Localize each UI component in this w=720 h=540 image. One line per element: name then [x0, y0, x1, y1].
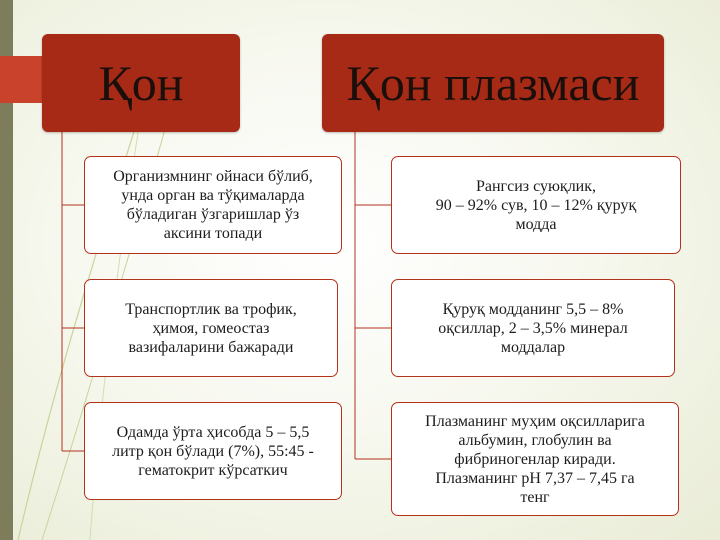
box-text-line: аксини топади	[163, 225, 263, 242]
header-blood	[42, 34, 240, 132]
box-text-line: 90 – 92% сув, 10 – 12% қуруқ	[435, 196, 637, 214]
box-text-line: ҳимоя, гомеостаз	[152, 319, 270, 337]
box-text-line: вазифаларини бажаради	[128, 338, 294, 356]
box-text-line: Организмнинг ойнаси бўлиб,	[113, 168, 313, 185]
box-text-line: Плазманинг рН 7,37 – 7,45 га	[435, 469, 635, 487]
box-text-line: альбумин, глобулин ва	[458, 431, 612, 449]
header-blood-title: Қон	[98, 55, 184, 111]
header-blood-plasma	[322, 34, 664, 132]
box-text-line: Рангсиз суюқлик,	[475, 177, 597, 195]
plasma-box-composition	[391, 156, 681, 254]
box-text-line: оқсиллар, 2 – 3,5% минерал	[438, 319, 628, 337]
box-text-line: фибриногенлар киради.	[454, 450, 616, 468]
blood-box-volume	[84, 402, 342, 500]
box-text-line: моддалар	[500, 338, 566, 356]
box-text-line: Транспортлик ва трофик,	[125, 300, 297, 318]
header-plasma-title: Қон плазмаси	[346, 55, 640, 111]
box-text-line: модда	[515, 215, 557, 233]
blood-box-mirror	[84, 156, 342, 254]
plasma-box-proteins	[391, 402, 679, 516]
box-text-line: Қуруқ модданинг 5,5 – 8%	[442, 300, 624, 318]
blood-box-functions	[84, 279, 338, 377]
box-text-line: Плазманинг муҳим оқсилларига	[425, 412, 645, 430]
box-text-line: тенг	[520, 488, 550, 506]
box-text-line: бўладиган ўзгаришлар ўз	[126, 206, 300, 223]
box-text-line: унда орган ва тўқималарда	[121, 187, 305, 204]
plasma-box-dry-matter	[391, 279, 675, 377]
box-text-line: гематокрит кўрсаткич	[138, 461, 288, 479]
box-text-line: Одамда ўрта ҳисобда 5 – 5,5	[116, 423, 310, 441]
box-text-line: литр қон бўлади (7%), 55:45 -	[112, 442, 314, 460]
